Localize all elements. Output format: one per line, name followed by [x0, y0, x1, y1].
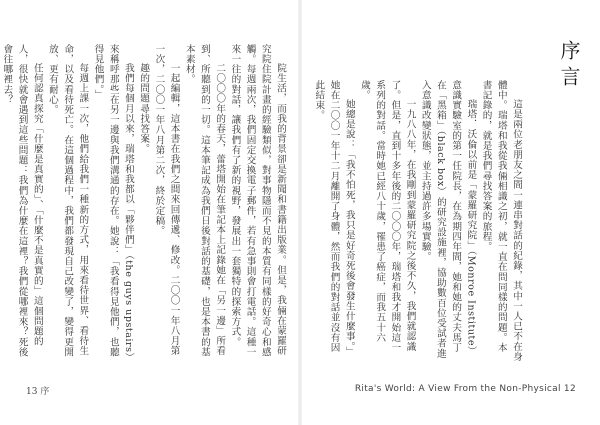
- right-paragraph: 一九八八年，在我剛到蒙羅研究院之後不久，我們就認識了。但是，直到十多年後的二〇〇〇年，瑞塔和我才開始這一系列的對話。當時她已經八十歲，罹患了癌症，而我五十六歲。: [358, 80, 416, 353]
- left-paragraph: 每週上課一次，他們給我們一種新的方式，用來看待世界、看待生命，以及看待死亡。在這個過程中，我們都發現自己改變了，變得更開放、更有耐心。: [46, 44, 89, 358]
- left-paragraph: 一起編輯，這本書在我們之間來回傳遞、修改。二〇〇一年八月第一次，二〇〇一年八月第二次，終於定稿。: [153, 44, 180, 357]
- right-paragraph: 這是兩位老朋友之間一連串對話的紀錄，其中一人已不在身體中。瑞塔和我從我倆相識之初，就一直在問同樣的問題。本書記錄的，就是我們尋找答案的旅程。: [480, 80, 522, 362]
- left-folio: 13 序: [26, 387, 50, 397]
- right-body-text: [314, 80, 524, 362]
- left-paragraph: 任何認真探究「什麼是真實的」、「什麼不是真實的」這個問題的人，很快就會遇到這些問題：我們為什麼在這裡？我們從哪裡來？死後會往哪裡去？: [1, 44, 43, 358]
- chapter-title: 序言: [557, 40, 581, 92]
- right-paragraph: 瑞塔．沃倫以前是「蒙羅研究院」（Monroe Institute）意識實驗室的第一任院長，在為期四年間，她和她的丈夫馬丁在「黑箱」（black box）的研究設施裡，協助數百位受試者進入意識改變狀態，並主持過許多場實驗。: [419, 80, 477, 359]
- right-paragraph: 她總是說：「我不怕死，我只是好奇死後會發生什麼事。」她在二〇〇一年十二月離開了身體，然而我們的對話並沒有因此結束。: [313, 80, 355, 357]
- left-paragraph: 趣的問題尋找答案。: [138, 63, 150, 155]
- left-paragraph: 我們每個月以來，瑞塔和我都以「夥伴們」（the guys upstairs）來稱呼那些在另一邊與我們溝通的存在。她說：「我看得見他們，也聽得見他們。」: [92, 44, 134, 359]
- right-folio: Rita's World: A View From the Non-Physical 12: [354, 384, 576, 394]
- left-paragraph: 二〇〇〇年的春天，蕾塔開始在筆記本上記錄她在「另一邊」所看到、所聽到的一切。這本筆記成為我們日後對話的基礎，也是本書的基本素材。: [183, 44, 226, 358]
- left-body-text: [1, 44, 288, 362]
- left-paragraph: 院生活，而我的背景卻是新聞和書籍出版業。但是，我倆在蒙羅研究院住院計畫的經驗類似，對事物隱而不見的本質有同樣的好奇心和感觸。每週兩次，我們固定交換電子郵件，若有急事則會打電話。這種一來一往的對話，讓我們有了新的視野，發展出一套獨特的探索方式。: [229, 44, 286, 358]
- right-page: [300, 0, 600, 425]
